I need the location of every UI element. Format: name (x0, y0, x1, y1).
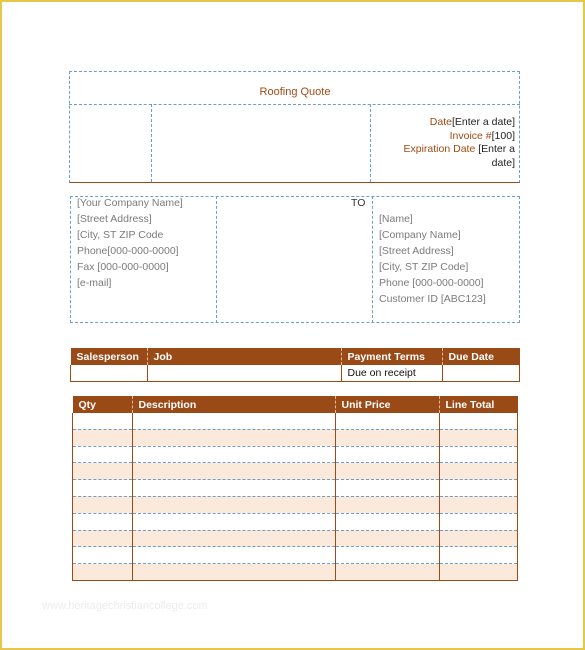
unit-price-cell[interactable] (335, 413, 439, 429)
line-total-cell[interactable] (439, 413, 518, 429)
item-row (73, 496, 518, 513)
item-row (73, 530, 518, 547)
item-row (73, 413, 518, 429)
item-row (73, 463, 518, 480)
job-cell[interactable] (147, 365, 341, 382)
qty-cell[interactable] (73, 547, 133, 564)
description-cell[interactable] (132, 463, 335, 480)
from-street[interactable]: [Street Address] (77, 213, 152, 225)
description-cell[interactable] (132, 547, 335, 564)
invoice-value[interactable]: [100] (491, 129, 515, 142)
watermark: www.heritagechristiancollege.com (42, 600, 208, 612)
date-label: Date (429, 116, 452, 128)
header-vline-2 (370, 104, 371, 182)
items-table (72, 396, 518, 581)
expiration-value[interactable]: [Enter a (478, 143, 515, 155)
item-row (73, 429, 518, 446)
from-city[interactable]: [City, ST ZIP Code (77, 229, 164, 241)
from-company[interactable]: [Your Company Name] (77, 197, 183, 209)
description-header: Description (132, 396, 335, 413)
item-row (73, 446, 518, 463)
qty-header: Qty (73, 396, 133, 413)
sales-header-row (71, 348, 520, 365)
unit-price-cell[interactable] (335, 530, 439, 547)
date-row (374, 116, 515, 130)
unit-price-cell[interactable] (335, 463, 439, 480)
qty-cell[interactable] (73, 463, 133, 480)
header-divider (69, 104, 520, 105)
line-total-cell[interactable] (439, 463, 518, 480)
items-header-row (73, 396, 518, 413)
item-row (73, 547, 518, 564)
payment-terms-cell[interactable]: Due on receipt (341, 365, 442, 382)
description-cell[interactable] (132, 446, 335, 463)
qty-cell[interactable] (73, 513, 133, 530)
page-title: Roofing Quote (259, 86, 331, 98)
salesperson-cell[interactable] (71, 365, 148, 382)
description-cell[interactable] (132, 513, 335, 530)
line-total-cell[interactable] (439, 480, 518, 497)
sales-row (71, 365, 520, 382)
description-cell[interactable] (132, 496, 335, 513)
to-phone[interactable]: Phone [000-000-0000] (379, 277, 484, 289)
expiration-value-cont[interactable]: date] (491, 156, 515, 169)
to-name[interactable]: [Name] (379, 213, 413, 225)
line-total-header: Line Total (439, 396, 518, 413)
from-fax[interactable]: Fax [000-000-0000] (77, 261, 169, 273)
unit-price-cell[interactable] (335, 496, 439, 513)
to-city[interactable]: [City, ST ZIP Code] (379, 261, 469, 273)
qty-cell[interactable] (73, 446, 133, 463)
from-phone[interactable]: Phone[000-000-0000] (77, 245, 179, 257)
to-customer-id[interactable]: Customer ID [ABC123] (379, 293, 486, 305)
line-total-cell[interactable] (439, 429, 518, 446)
sales-table (70, 348, 520, 382)
address-vline-2 (372, 196, 373, 323)
to-address (379, 211, 486, 307)
qty-cell[interactable] (73, 413, 133, 429)
qty-cell[interactable] (73, 564, 133, 581)
expiration-row (374, 143, 515, 157)
qty-cell[interactable] (73, 496, 133, 513)
date-value[interactable]: [Enter a date] (451, 116, 515, 128)
salesperson-header: Salesperson (71, 348, 148, 365)
unit-price-cell[interactable] (335, 446, 439, 463)
qty-cell[interactable] (73, 530, 133, 547)
line-total-cell[interactable] (439, 530, 518, 547)
header-vline-1 (151, 104, 152, 182)
description-cell[interactable] (132, 564, 335, 581)
to-street[interactable]: [Street Address] (379, 245, 454, 257)
line-total-cell[interactable] (439, 513, 518, 530)
job-header: Job (147, 348, 341, 365)
item-row (73, 564, 518, 581)
invoice-label: Invoice # (449, 129, 492, 142)
due-date-cell[interactable] (442, 365, 520, 382)
expiration-label: Expiration Date (403, 143, 476, 155)
unit-price-header: Unit Price (335, 396, 439, 413)
due-date-header: Due Date (442, 348, 520, 365)
address-vline-1 (216, 196, 217, 323)
item-row (73, 480, 518, 497)
description-cell[interactable] (132, 429, 335, 446)
item-row (73, 513, 518, 530)
to-company[interactable]: [Company Name] (379, 229, 461, 241)
payment-terms-header: Payment Terms (341, 348, 442, 365)
unit-price-cell[interactable] (335, 547, 439, 564)
invoice-row (374, 130, 515, 144)
description-cell[interactable] (132, 413, 335, 429)
line-total-cell[interactable] (439, 496, 518, 513)
from-address (77, 195, 183, 291)
line-total-cell[interactable] (439, 564, 518, 581)
quote-meta (374, 116, 515, 170)
qty-cell[interactable] (73, 429, 133, 446)
unit-price-cell[interactable] (335, 429, 439, 446)
description-cell[interactable] (132, 530, 335, 547)
qty-cell[interactable] (73, 480, 133, 497)
description-cell[interactable] (132, 480, 335, 497)
line-total-cell[interactable] (439, 446, 518, 463)
unit-price-cell[interactable] (335, 513, 439, 530)
unit-price-cell[interactable] (335, 564, 439, 581)
from-email[interactable]: [e-mail] (77, 277, 112, 289)
line-total-cell[interactable] (439, 547, 518, 564)
unit-price-cell[interactable] (335, 480, 439, 497)
to-label: TO (351, 197, 366, 209)
